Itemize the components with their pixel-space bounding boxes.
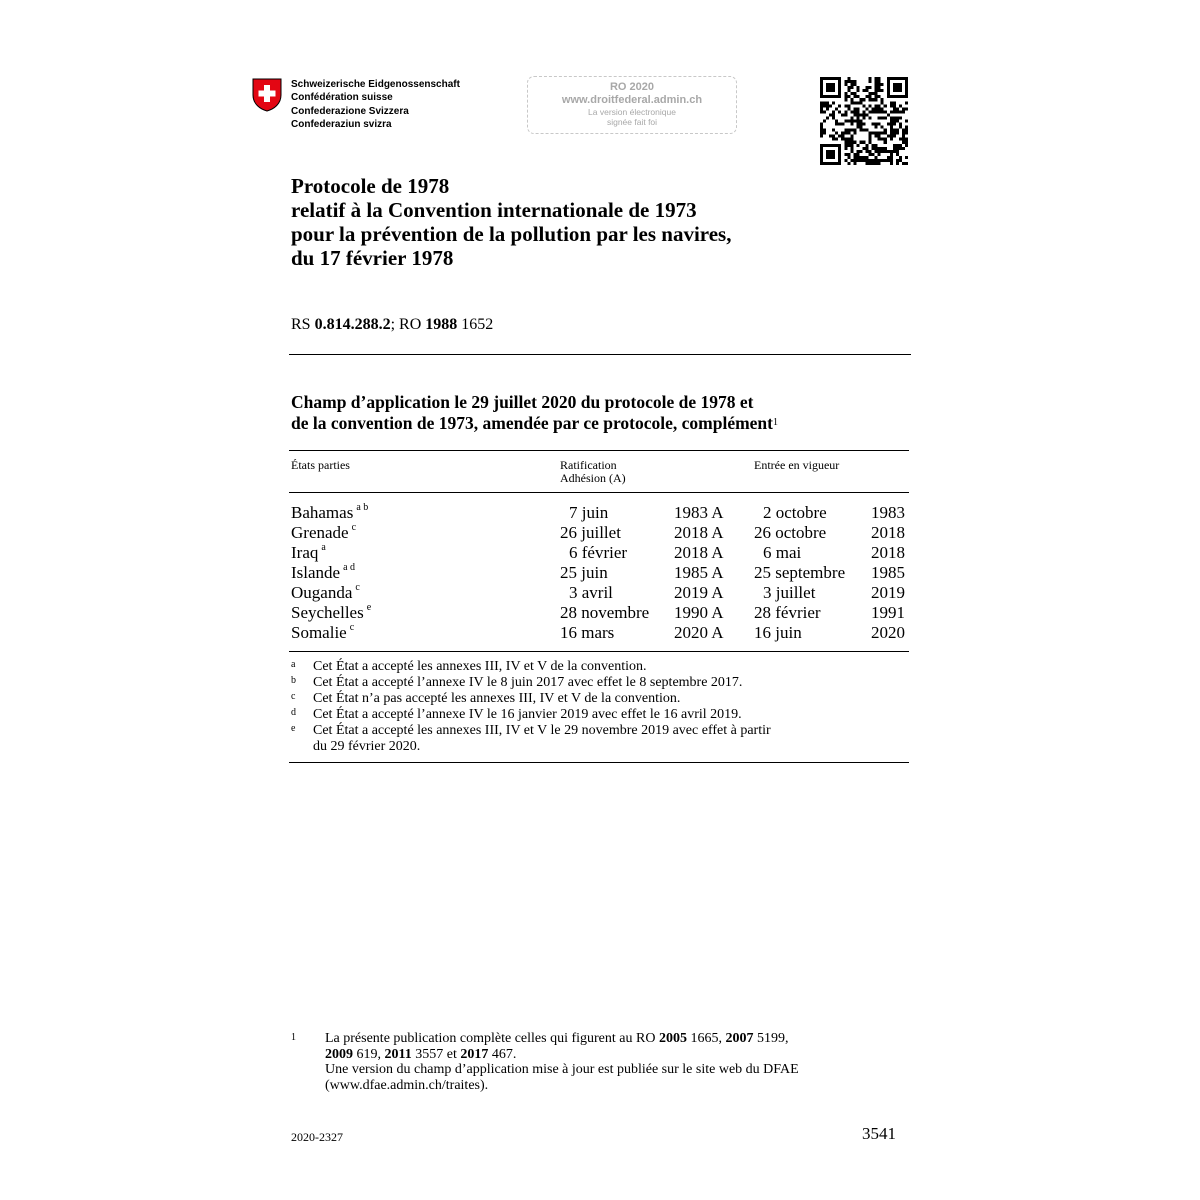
state-notes: a d xyxy=(343,562,356,573)
table-bottom-rule xyxy=(289,651,909,652)
ratification-date: 7 juin xyxy=(569,503,609,522)
table-row xyxy=(291,583,911,603)
entry-date: 26 octobre xyxy=(754,523,827,542)
ratification-date: 28 novembre xyxy=(560,603,650,622)
footnote-text: Cet État a accepté l’annexe IV le 16 janvier 2019 avec effet le 16 avril 2019. xyxy=(313,707,742,722)
ratification-year: 2018 A xyxy=(674,543,724,562)
rs-number: 0.814.288.2 xyxy=(314,316,391,333)
header-states: États parties xyxy=(291,458,350,472)
note-year: 2005 xyxy=(658,1031,687,1046)
note-text-part: 3557 et xyxy=(411,1046,461,1062)
ro-label: ; RO xyxy=(390,316,426,333)
state-notes: c xyxy=(349,622,355,633)
scope-title-line-2-text: de la convention de 1973, amendée par ce protocole, complément xyxy=(291,413,773,433)
ratification-year: 1983 A xyxy=(674,503,724,522)
rs-label: RS xyxy=(291,316,315,333)
table-row xyxy=(291,603,911,623)
state-name xyxy=(291,523,356,543)
entry-date: 25 septembre xyxy=(754,563,846,582)
title-line-1: Protocole de 1978 xyxy=(291,174,450,198)
table-row xyxy=(291,543,911,563)
document-number: 2020-2327 xyxy=(291,1130,343,1144)
note-year: 2007 xyxy=(725,1031,754,1046)
note-line-3: Une version du champ d’application mise à jour est publiée sur le site web du DFAE xyxy=(325,1062,799,1077)
note-year: 2009 xyxy=(325,1046,353,1062)
header-ratification-line-2: Adhésion (A) xyxy=(560,471,626,485)
header-ratification xyxy=(560,459,626,485)
note-mark: 1 xyxy=(291,1032,296,1043)
footnote-text-continued: du 29 février 2020. xyxy=(313,739,421,754)
footnote-text: Cet État a accepté les annexes III, IV et V de la convention. xyxy=(313,659,647,674)
entry-date: 6 mai xyxy=(763,543,802,562)
state-name xyxy=(291,563,355,583)
ratification-date: 3 avril xyxy=(569,583,613,602)
state-notes: e xyxy=(366,602,372,613)
footnote-text: Cet État a accepté les annexes III, IV et V le 29 novembre 2019 avec effet à partir xyxy=(313,723,771,738)
entry-year: 1983 xyxy=(871,503,905,522)
state-label: Ouganda xyxy=(291,583,353,602)
ratification-year: 2018 A xyxy=(674,523,724,542)
footnote-ref-1: 1 xyxy=(773,417,778,428)
entry-date: 3 juillet xyxy=(763,583,816,602)
entry-date: 16 juin xyxy=(754,623,802,642)
title-line-4: du 17 février 1978 xyxy=(291,246,454,270)
note-text-part: 5199, xyxy=(753,1031,789,1046)
state-label: Iraq xyxy=(291,543,319,562)
entry-date: 28 février xyxy=(754,603,821,622)
note-text-part: 619, xyxy=(353,1046,385,1062)
footnote-text: Cet État n’a pas accepté les annexes III, IV et V de la convention. xyxy=(313,691,681,706)
footnote-text: Cet État a accepté l’annexe IV le 8 juin 2017 avec effet le 8 septembre 2017. xyxy=(313,675,743,690)
swiss-cross-icon xyxy=(252,78,282,112)
table-header-rule xyxy=(289,492,909,493)
entry-year: 2018 xyxy=(871,523,905,542)
stamp-line-1: RO 2020 xyxy=(609,81,655,93)
confederation-line-it: Confederazione Svizzera xyxy=(291,105,409,117)
stamp-line-3: La version électronique xyxy=(588,107,676,117)
confederation-line-de: Schweizerische Eidgenossenschaft xyxy=(291,79,460,90)
ro-year: 1988 xyxy=(425,316,458,333)
ratification-date: 25 juin xyxy=(560,563,608,582)
qr-code-icon xyxy=(820,77,908,165)
note-text-part: 467. xyxy=(488,1046,517,1062)
state-name xyxy=(291,603,371,623)
ratification-date: 26 juillet xyxy=(560,523,621,542)
confederation-line-fr: Confédération suisse xyxy=(291,92,393,104)
title-line-3: pour la prévention de la pollution par les navires, xyxy=(291,222,732,246)
confederation-names xyxy=(291,78,460,132)
scope-title xyxy=(291,392,778,434)
table-row xyxy=(291,563,911,583)
entry-year: 2019 xyxy=(871,583,905,602)
state-notes: c xyxy=(355,582,360,593)
note-text-part: La présente publication complète celles qui figurent au RO xyxy=(325,1031,659,1046)
entry-year: 1985 xyxy=(871,563,905,582)
state-label: Grenade xyxy=(291,523,349,542)
state-name xyxy=(291,503,368,523)
state-notes: c xyxy=(351,522,357,533)
footnote-mark: d xyxy=(291,707,296,718)
footnote-mark: c xyxy=(291,691,296,702)
ratification-year: 2020 A xyxy=(674,623,724,642)
page-number: 3541 xyxy=(862,1124,896,1143)
table-row xyxy=(291,623,911,643)
table-row xyxy=(291,503,911,523)
ratification-year: 2019 A xyxy=(674,583,724,602)
document-title xyxy=(291,174,731,270)
note-line-1 xyxy=(325,1031,905,1047)
state-label: Somalie xyxy=(291,623,347,642)
state-name xyxy=(291,623,354,643)
scope-title-line-1: Champ d’application le 29 juillet 2020 du protocole de 1978 et xyxy=(291,392,754,412)
ratification-date: 6 février xyxy=(569,543,628,562)
state-label: Seychelles xyxy=(291,603,364,622)
footnote-mark: e xyxy=(291,723,296,734)
confederation-line-rm: Confederaziun svizra xyxy=(291,119,392,131)
note-line-2 xyxy=(325,1047,905,1063)
footnote-mark: a xyxy=(291,659,296,670)
note-text xyxy=(325,1031,905,1093)
state-name xyxy=(291,583,360,603)
header-entry: Entrée en vigueur xyxy=(754,458,840,472)
state-notes: a xyxy=(321,542,326,553)
state-name xyxy=(291,543,326,563)
ro-page: 1652 xyxy=(457,316,494,333)
footnotes-bottom-rule xyxy=(289,762,909,763)
ro-stamp xyxy=(527,76,737,134)
section-divider xyxy=(289,354,911,355)
ratification-date: 16 mars xyxy=(560,623,615,642)
table-row xyxy=(291,523,911,543)
table-top-rule xyxy=(289,450,909,451)
ratification-year: 1990 A xyxy=(674,603,724,622)
footnote-mark: b xyxy=(291,675,296,686)
state-label: Bahamas xyxy=(291,503,354,522)
entry-year: 2018 xyxy=(871,543,905,562)
entry-year: 1991 xyxy=(871,603,905,622)
header-ratification-line-1: Ratification xyxy=(560,458,617,472)
stamp-line-4: signée fait foi xyxy=(606,117,658,127)
stamp-line-2: www.droitfederal.admin.ch xyxy=(561,94,703,106)
state-notes: a b xyxy=(356,502,369,513)
note-text-part: 1665, xyxy=(686,1031,726,1046)
state-label: Islande xyxy=(291,563,341,582)
ratification-year: 1985 A xyxy=(674,563,724,582)
note-year: 2017 xyxy=(460,1046,489,1062)
entry-date: 2 octobre xyxy=(763,503,827,522)
scope-title-line-2 xyxy=(291,413,778,434)
note-line-4: (www.dfae.admin.ch/traites). xyxy=(325,1077,489,1093)
reference-line xyxy=(291,316,493,334)
title-line-2: relatif à la Convention internationale de 1973 xyxy=(291,198,697,222)
note-year: 2011 xyxy=(384,1046,412,1062)
entry-year: 2020 xyxy=(871,623,905,642)
